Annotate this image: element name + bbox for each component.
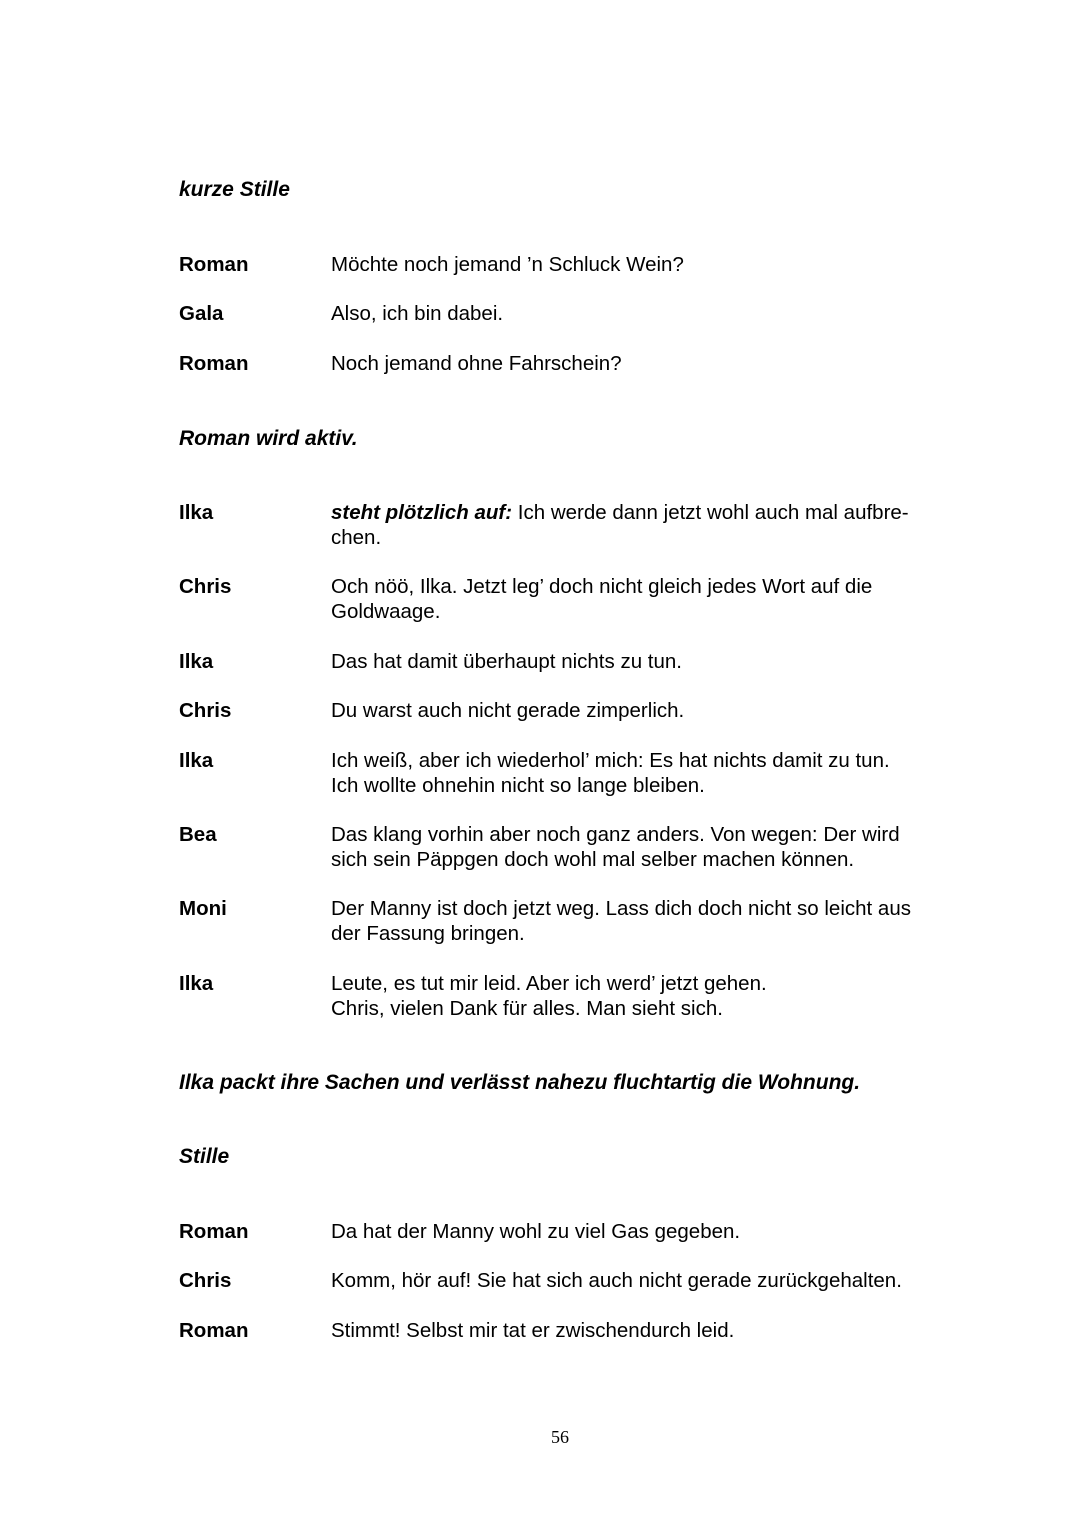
- speaker-name: Chris: [179, 1269, 232, 1292]
- stage-direction: Ilka packt ihre Sachen und verlässt nahezu fluchtartig die Wohnung.: [179, 1071, 861, 1094]
- dialogue-text-line: der Fassung bringen.: [331, 922, 525, 945]
- speaker-name: Ilka: [179, 972, 214, 995]
- dialogue-text: [331, 971, 951, 1021]
- speaker-name: Roman: [179, 253, 249, 276]
- speaker-name: Roman: [179, 1220, 249, 1243]
- dialogue-text-line: Goldwaage.: [331, 600, 441, 623]
- speaker-name: Chris: [179, 699, 232, 722]
- dialogue-text-fragment: Ich werde dann jetzt wohl auch mal aufbre-: [512, 501, 909, 524]
- dialogue-text-line: Stimmt! Selbst mir tat er zwischendurch leid.: [331, 1319, 735, 1342]
- stage-direction: Stille: [179, 1145, 230, 1168]
- dialogue-text-line: Möchte noch jemand ’n Schluck Wein?: [331, 253, 684, 276]
- dialogue-text: [331, 351, 951, 376]
- dialogue-text-line: Ich wollte ohnehin nicht so lange bleiben.: [331, 774, 705, 797]
- dialogue-text: [331, 748, 951, 798]
- speaker-name: Roman: [179, 352, 249, 375]
- dialogue-text-line: Ich weiß, aber ich wiederhol’ mich: Es hat nichts damit zu tun.: [331, 749, 890, 772]
- inline-stage-direction: steht plötzlich auf:: [331, 501, 513, 524]
- dialogue-text: [331, 1219, 951, 1244]
- speaker-name: Ilka: [179, 501, 214, 524]
- stage-direction: Roman wird aktiv.: [179, 427, 358, 450]
- dialogue-text: [331, 649, 951, 674]
- dialogue-text-line: chen.: [331, 526, 382, 549]
- page-number: 56: [551, 1427, 569, 1447]
- dialogue-text-line: Du warst auch nicht gerade zimperlich.: [331, 699, 685, 722]
- dialogue-text-line: sich sein Päppgen doch wohl mal selber machen können.: [331, 848, 855, 871]
- speaker-name: Moni: [179, 897, 227, 920]
- speaker-name: Roman: [179, 1319, 249, 1342]
- speaker-name: Bea: [179, 823, 217, 846]
- dialogue-text-line: Das hat damit überhaupt nichts zu tun.: [331, 650, 682, 673]
- dialogue-text: [331, 500, 951, 550]
- speaker-name: Ilka: [179, 749, 214, 772]
- dialogue-text: [331, 698, 951, 723]
- dialogue-text-line: Das klang vorhin aber noch ganz anders. Von wegen: Der wird: [331, 823, 900, 846]
- dialogue-text-line: Noch jemand ohne Fahrschein?: [331, 352, 622, 375]
- dialogue-text: [331, 1268, 951, 1293]
- dialogue-text-line: Da hat der Manny wohl zu viel Gas gegeben.: [331, 1220, 741, 1243]
- speaker-name: Ilka: [179, 650, 214, 673]
- dialogue-text-line: [331, 500, 951, 525]
- dialogue-text: [331, 822, 951, 872]
- dialogue-text: [331, 896, 951, 946]
- dialogue-text: [331, 252, 951, 277]
- dialogue-text: [331, 301, 951, 326]
- dialogue-text-line: Also, ich bin dabei.: [331, 302, 504, 325]
- dialogue-text-line: Och nöö, Ilka. Jetzt leg’ doch nicht gleich jedes Wort auf die: [331, 575, 873, 598]
- speaker-name: Chris: [179, 575, 232, 598]
- dialogue-text-line: Leute, es tut mir leid. Aber ich werd’ jetzt gehen.: [331, 972, 767, 995]
- dialogue-text: [331, 1318, 951, 1343]
- speaker-name: Gala: [179, 302, 224, 325]
- dialogue-text-line: Chris, vielen Dank für alles. Man sieht sich.: [331, 997, 723, 1020]
- dialogue-text-line: Komm, hör auf! Sie hat sich auch nicht gerade zurückgehalten.: [331, 1269, 902, 1292]
- dialogue-text-line: Der Manny ist doch jetzt weg. Lass dich doch nicht so leicht aus: [331, 897, 911, 920]
- stage-direction: kurze Stille: [179, 178, 290, 201]
- dialogue-text: [331, 574, 951, 624]
